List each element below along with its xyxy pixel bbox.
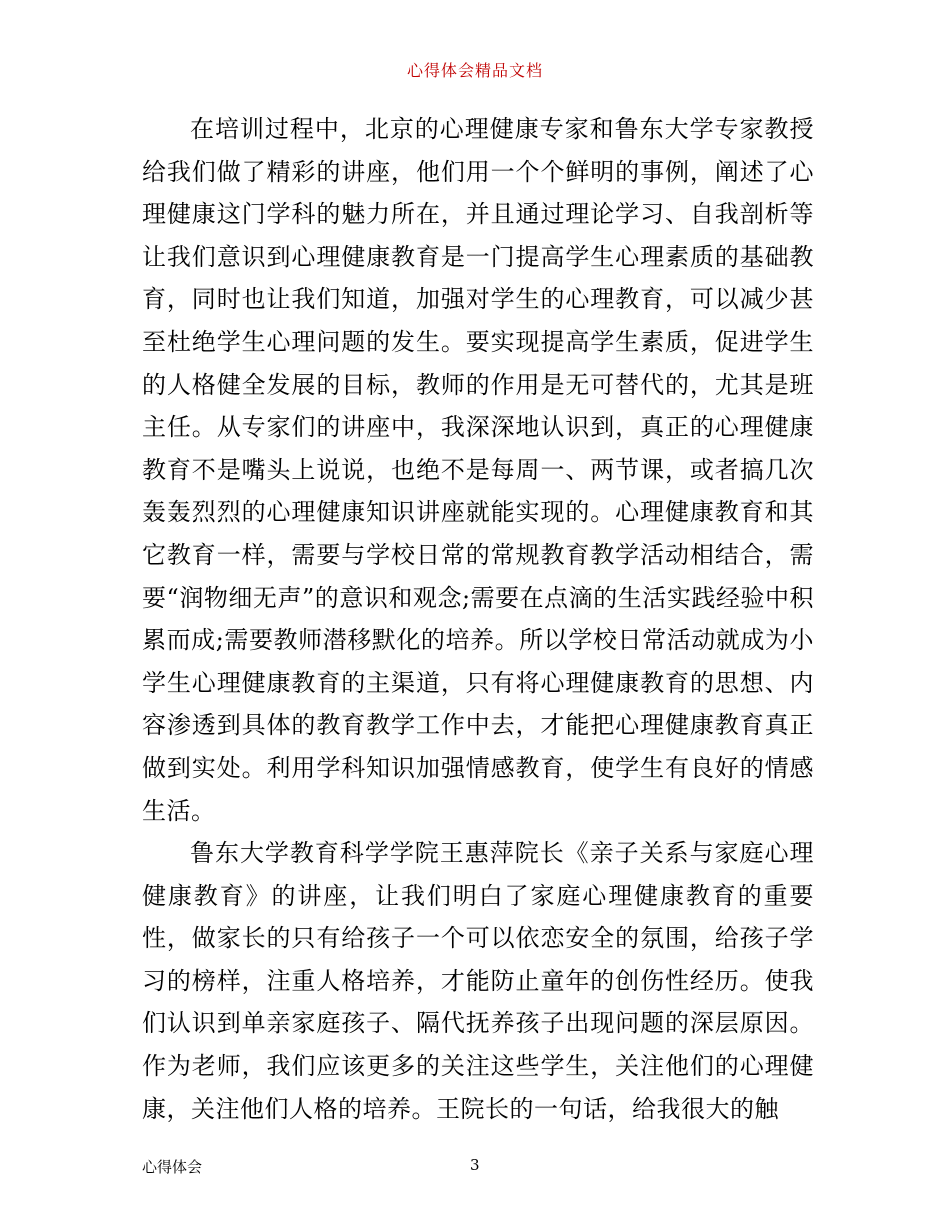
document-body <box>142 108 814 1130</box>
footer-label: 心得体会 <box>142 1158 203 1176</box>
paragraph-1: 在培训过程中，北京的心理健康专家和鲁东大学专家教授给我们做了精彩的讲座，他们用一个个鲜明的事例，阐述了心理健康这门学科的魅力所在，并且通过理论学习、自我剖析等让我们意识到心理健康教育是一门提高学生心理素质的基础教育，同时也让我们知道，加强对学生的心理教育，可以减少甚至杜绝学生心理问题的发生。要实现提高学生素质，促进学生的人格健全发展的目标，教师的作用是无可替代的，尤其是班主任。从专家们的讲座中，我深深地认识到，真正的心理健康教育不是嘴头上说说，也绝不是每周一、两节课，或者搞几次轰轰烈烈的心理健康知识讲座就能实现的。心理健康教育和其它教育一样，需要与学校日常的常规教育教学活动相结合，需要“润物细无声”的意识和观念;需要在点滴的生活实践经验中积累而成;需要教师潜移默化的培养。所以学校日常活动就成为小学生心理健康教育的主渠道，只有将心理健康教育的思想、内容渗透到具体的教育教学工作中去，才能把心理健康教育真正做到实处。利用学科知识加强情感教育，使学生有良好的情感生活。 <box>142 115 814 825</box>
paragraph-2: 鲁东大学教育科学学院王惠萍院长《亲子关系与家庭心理健康教育》的讲座，让我们明白了家庭心理健康教育的重要性，做家长的只有给孩子一个可以依恋安全的氛围，给孩子学习的榜样，注重人格培养，才能防止童年的创伤性经历。使我们认识到单亲家庭孩子、隔代抚养孩子出现问题的深层原因。作为老师，我们应该更多的关注这些学生，关注他们的心理健康，关注他们人格的培养。王院长的一句话，给我很大的触 <box>142 839 814 1123</box>
page-number: 3 <box>470 1156 480 1174</box>
document-header-title: 心得体会精品文档 <box>406 61 543 80</box>
